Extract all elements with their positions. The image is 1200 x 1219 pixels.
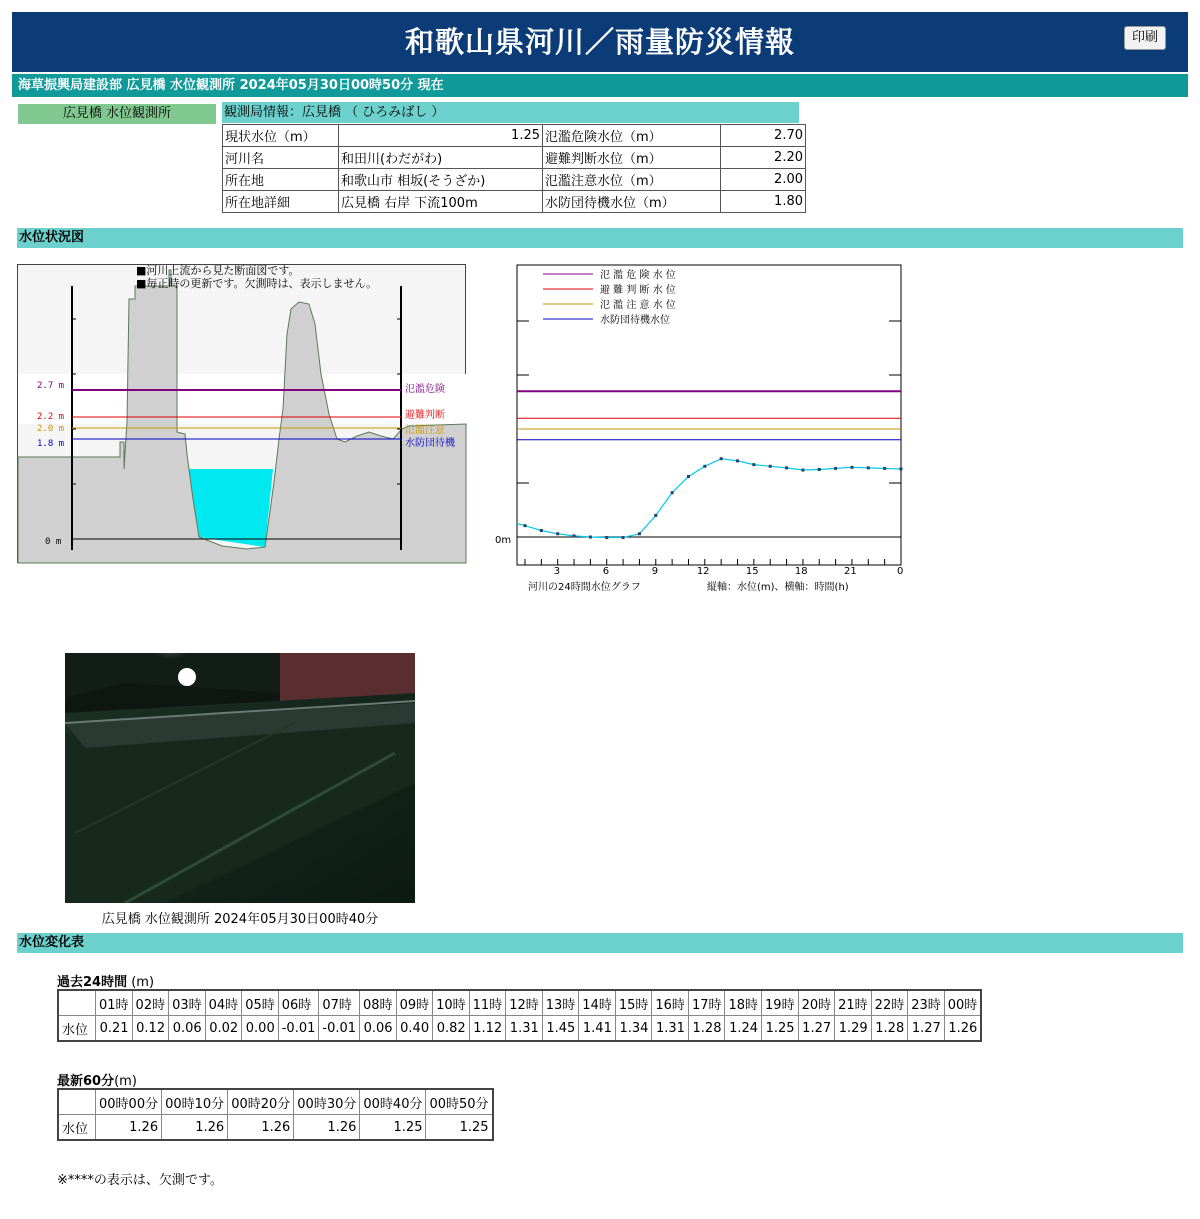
graph-caption-left: 河川の24時間水位グラフ [528, 582, 641, 593]
info-label: 所在地 [223, 169, 339, 191]
data-point [801, 469, 804, 472]
past24-value-cell: 0.06 [360, 1016, 397, 1042]
info-value: 1.25 [339, 125, 543, 147]
x-tick-label: 6 [602, 566, 610, 577]
latest60-title-unit: (m) [114, 1074, 137, 1089]
data-point [752, 463, 755, 466]
past24-header-cell: 08時 [360, 990, 397, 1016]
past24-header-cell: 00時 [944, 990, 981, 1016]
past24-value-cell: 0.21 [96, 1016, 133, 1042]
data-point [769, 465, 772, 468]
data-point [900, 467, 903, 470]
station-info-table [222, 124, 806, 213]
latest60-value-cell: 1.26 [162, 1115, 228, 1141]
latest60-value-cell: 1.26 [294, 1115, 360, 1141]
data-point [818, 468, 821, 471]
info-level-value: 2.20 [721, 147, 806, 169]
data-point [785, 466, 788, 469]
latest60-header-cell: 00時00分 [96, 1089, 162, 1115]
latest60-table [57, 1088, 494, 1141]
past24-table [57, 989, 982, 1042]
data-point [573, 534, 576, 537]
past24-value-cell: 0.82 [433, 1016, 470, 1042]
past24-header-cell: 13時 [542, 990, 579, 1016]
latest60-title [57, 1070, 137, 1089]
past24-header-cell: 12時 [506, 990, 543, 1016]
data-point [720, 457, 723, 460]
data-point [556, 532, 559, 535]
data-point [589, 536, 592, 539]
past24-header-cell: 21時 [835, 990, 872, 1016]
latest60-row-label: 水位 [58, 1115, 96, 1141]
past24-value-cell: 1.34 [615, 1016, 652, 1042]
info-label: 河川名 [223, 147, 339, 169]
level-value-kiken: 2.7 m [37, 381, 65, 391]
level-value-taiki: 1.8 m [37, 439, 65, 449]
x-tick-label: 9 [651, 566, 659, 577]
info-level-label: 氾濫危険水位（m） [543, 125, 721, 147]
data-point [622, 536, 625, 539]
cross-section-diagram [17, 264, 467, 564]
x-tick-label: 12 [696, 566, 710, 577]
latest60-value-cell: 1.25 [360, 1115, 426, 1141]
past24-header-cell: 03時 [169, 990, 206, 1016]
x-tick-label: 21 [843, 566, 857, 577]
x-tick-label: 15 [745, 566, 759, 577]
level-name-taiki: 水防団待機 [405, 438, 455, 449]
past24-header-cell: 15時 [615, 990, 652, 1016]
data-point [883, 467, 886, 470]
graph-zero-label: 0m [495, 535, 512, 546]
latest60-header-cell: 00時50分 [426, 1089, 493, 1115]
page-header [12, 12, 1188, 72]
info-value: 和歌山市 相坂(そうざか) [339, 169, 543, 191]
past24-header-cell: 04時 [205, 990, 242, 1016]
info-label: 所在地詳細 [223, 191, 339, 213]
legend-label-0: 氾 濫 危 険 水 位 [600, 270, 676, 281]
latest60-title-bold: 最新60分 [57, 1074, 115, 1089]
page-title: 和歌山県河川／雨量防災情報 [404, 25, 795, 59]
info-level-value: 2.70 [721, 125, 806, 147]
level-name-hinan: 避難判断 [405, 410, 445, 421]
past24-header-cell: 02時 [132, 990, 169, 1016]
data-point [867, 466, 870, 469]
observation-status-bar: 海草振興局建設部 広見橋 水位観測所 2024年05月30日00時50分 現在 [12, 74, 1188, 97]
section-water-status: 水位状況図 [17, 228, 1183, 248]
station-info-row [223, 147, 806, 169]
diagram-note-1: ■河川上流から見た断面図です。 [136, 264, 300, 277]
past24-value-cell: -0.01 [319, 1016, 360, 1042]
past24-header-cell: 18時 [725, 990, 762, 1016]
latest60-header-cell: 00時30分 [294, 1089, 360, 1115]
past24-header-cell: 11時 [469, 990, 506, 1016]
past24-value-cell: 1.31 [506, 1016, 543, 1042]
past24-title-unit: (m) [127, 975, 155, 990]
data-point [687, 475, 690, 478]
data-point [671, 491, 674, 494]
level-name-kiken: 氾濫危険 [405, 384, 445, 395]
past24-value-cell: 1.27 [798, 1016, 835, 1042]
graph-caption-right: 縦軸：水位(m)、横軸：時間(h) [707, 582, 849, 593]
data-point [540, 529, 543, 532]
level-name-chui: 氾濫注意 [405, 425, 445, 436]
data-point [703, 465, 706, 468]
level-value-chui: 2.0 m [37, 424, 65, 434]
level-value-hinan: 2.2 m [37, 412, 65, 422]
info-level-label: 氾濫注意水位（m） [543, 169, 721, 191]
past24-value-cell: 1.45 [542, 1016, 579, 1042]
station-info-row [223, 169, 806, 191]
past24-value-cell: 1.27 [908, 1016, 945, 1042]
past24-value-cell: 1.31 [652, 1016, 689, 1042]
past24-header-cell: 20時 [798, 990, 835, 1016]
latest60-value-cell: 1.26 [228, 1115, 294, 1141]
info-label: 現状水位（m） [223, 125, 339, 147]
past24-header-cell: 23時 [908, 990, 945, 1016]
past24-title [57, 971, 154, 990]
water-level-graph [490, 264, 910, 604]
past24-value-cell: -0.01 [278, 1016, 319, 1042]
info-value: 広見橋 右岸 下流100m [339, 191, 543, 213]
past24-header-cell: 01時 [96, 990, 133, 1016]
diagram-note-2: ■毎正時の更新です。欠測時は、表示しません。 [136, 277, 378, 290]
past24-header-cell: 17時 [688, 990, 725, 1016]
past24-value-cell: 1.29 [835, 1016, 872, 1042]
past24-value-cell: 0.12 [132, 1016, 169, 1042]
data-point [850, 466, 853, 469]
info-value: 和田川(わだがわ) [339, 147, 543, 169]
data-point [736, 459, 739, 462]
data-point [524, 524, 527, 527]
data-point [834, 467, 837, 470]
latest60-header-cell: 00時10分 [162, 1089, 228, 1115]
river-camera-image [65, 653, 415, 903]
info-level-value: 1.80 [721, 191, 806, 213]
past24-value-cell: 0.00 [242, 1016, 279, 1042]
legend-label-2: 氾 濫 注 意 水 位 [600, 300, 676, 311]
past24-value-cell: 0.40 [396, 1016, 433, 1042]
station-info-row [223, 191, 806, 213]
past24-corner-cell [58, 990, 96, 1016]
latest60-value-cell: 1.25 [426, 1115, 493, 1141]
past24-header-cell: 07時 [319, 990, 360, 1016]
station-tab[interactable]: 広見橋 水位観測所 [18, 104, 216, 124]
data-point [654, 514, 657, 517]
x-tick-label: 3 [553, 566, 561, 577]
past24-header-cell: 16時 [652, 990, 689, 1016]
station-info-row [223, 125, 806, 147]
footnote: ※****の表示は、欠測です。 [57, 1173, 223, 1188]
past24-header-cell: 22時 [871, 990, 908, 1016]
past24-header-cell: 10時 [433, 990, 470, 1016]
past24-header-cell: 19時 [762, 990, 799, 1016]
past24-value-cell: 1.41 [579, 1016, 616, 1042]
past24-title-bold: 過去24時間 [57, 975, 128, 990]
water-area [188, 469, 273, 547]
past24-value-cell: 1.28 [688, 1016, 725, 1042]
legend-label-3: 水防団待機水位 [600, 315, 670, 326]
past24-row-label: 水位 [58, 1016, 96, 1042]
past24-value-cell: 1.26 [944, 1016, 981, 1042]
graph-frame [517, 265, 901, 565]
latest60-corner-cell [58, 1089, 96, 1115]
past24-header-cell: 05時 [242, 990, 279, 1016]
station-info-heading: 観測局情報：広見橋 （ ひろみばし ） [222, 102, 799, 123]
camera-caption: 広見橋 水位観測所 2024年05月30日00時40分 [101, 912, 379, 927]
past24-header-cell: 14時 [579, 990, 616, 1016]
latest60-header-cell: 00時40分 [360, 1089, 426, 1115]
info-level-label: 避難判断水位（m） [543, 147, 721, 169]
past24-value-cell: 1.12 [469, 1016, 506, 1042]
past24-header-cell: 09時 [396, 990, 433, 1016]
section-water-change: 水位変化表 [17, 933, 1183, 953]
past24-value-cell: 0.06 [169, 1016, 206, 1042]
info-level-label: 水防団待機水位（m） [543, 191, 721, 213]
latest60-value-cell: 1.26 [96, 1115, 162, 1141]
zero-label: 0 m [45, 537, 62, 547]
past24-value-cell: 1.24 [725, 1016, 762, 1042]
past24-value-cell: 0.02 [205, 1016, 242, 1042]
info-level-value: 2.00 [721, 169, 806, 191]
past24-value-cell: 1.28 [871, 1016, 908, 1042]
print-button[interactable]: 印刷 [1124, 26, 1166, 50]
past24-header-cell: 06時 [278, 990, 319, 1016]
past24-value-cell: 1.25 [762, 1016, 799, 1042]
x-tick-label: 18 [794, 566, 808, 577]
data-point [638, 532, 641, 535]
data-point [605, 536, 608, 539]
legend-label-1: 避 難 判 断 水 位 [600, 285, 676, 296]
x-tick-label: 0 [897, 566, 904, 577]
latest60-header-cell: 00時20分 [228, 1089, 294, 1115]
